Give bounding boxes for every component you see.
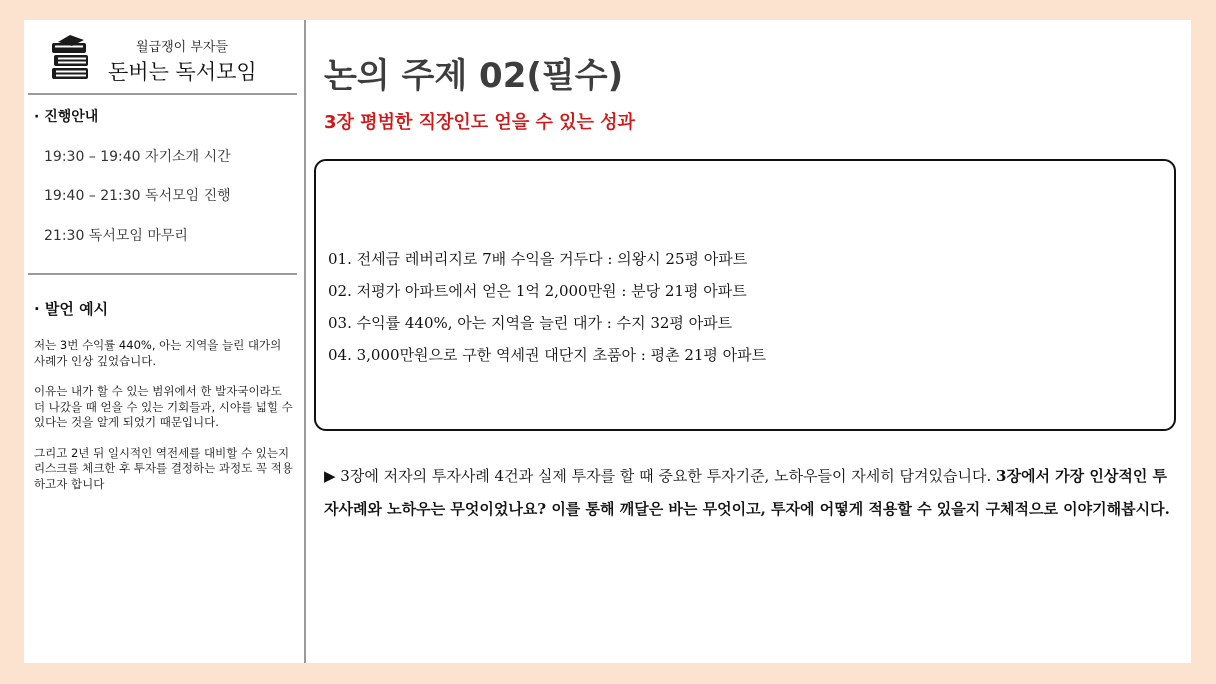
- example-text: [34, 338, 294, 507]
- case-item: 04. 3,000만원으로 구한 역세권 대단지 초품아 : 평촌 21평 아파트: [328, 346, 767, 364]
- sidebar-divider-middle: [28, 273, 297, 275]
- case-list-box: [314, 159, 1176, 431]
- case-item: 03. 수익률 440%, 아는 지역을 늘린 대가 : 수지 32평 아파트: [328, 314, 733, 332]
- prompt-intro: ▶ 3장에 저자의 투자사례 4건과 실제 투자를 할 때 중요한 투자기준, 노하우들이 자세히 담겨있습니다.: [324, 467, 997, 485]
- prompt-question: 3장에서 가장 인상적인 투자사례와 노하우는 무엇이었나요? 이를 통해 깨달은 바는 무엇이고, 투자에 어떻게 적용할 수 있을지 구체적으로 이야기해봅시다.: [324, 467, 1170, 518]
- schedule-item: 21:30 독서모임 마무리: [44, 228, 188, 244]
- example-heading: · 발언 예시: [34, 300, 109, 318]
- stacked-books-icon: [50, 34, 90, 82]
- chapter-subtitle: 3장 평범한 직장인도 얻을 수 있는 성과: [324, 112, 635, 133]
- sidebar: [24, 20, 306, 663]
- case-list: [328, 243, 766, 371]
- case-item: 02. 저평가 아파트에서 얻은 1억 2,000만원 : 분당 21평 아파트: [328, 282, 747, 300]
- schedule-item: 19:40 – 21:30 독서모임 진행: [44, 188, 231, 204]
- brand-title: 돈버는 독서모임: [108, 60, 257, 84]
- schedule-heading: · 진행안내: [34, 109, 99, 125]
- schedule-item: 19:30 – 19:40 자기소개 시간: [44, 149, 231, 165]
- sidebar-divider-top: [28, 93, 297, 95]
- example-paragraph: 저는 3번 수익률 440%, 아는 지역을 늘린 대가의 사례가 인상 깊었습니다.: [34, 338, 282, 368]
- brand: [50, 32, 300, 90]
- main-content: [324, 20, 1184, 663]
- slide: [24, 20, 1191, 663]
- brand-subtitle: 월급쟁이 부자들: [136, 40, 229, 55]
- page-title: 논의 주제 02(필수): [324, 56, 624, 96]
- case-item: 01. 전세금 레버리지로 7배 수익을 거두다 : 의왕시 25평 아파트: [328, 250, 748, 268]
- example-paragraph: 그리고 2년 뒤 일시적인 역전세를 대비할 수 있는지 리스크를 체크한 후 투자를 결정하는 과정도 꼭 적용하고자 합니다: [34, 445, 293, 491]
- example-paragraph: 이유는 내가 할 수 있는 범위에서 한 발자국이라도 더 나갔을 때 얻을 수 있는 기회들과, 시야를 넓힐 수 있다는 것을 알게 되었기 때문입니다.: [34, 384, 293, 429]
- discussion-prompt: [324, 460, 1179, 526]
